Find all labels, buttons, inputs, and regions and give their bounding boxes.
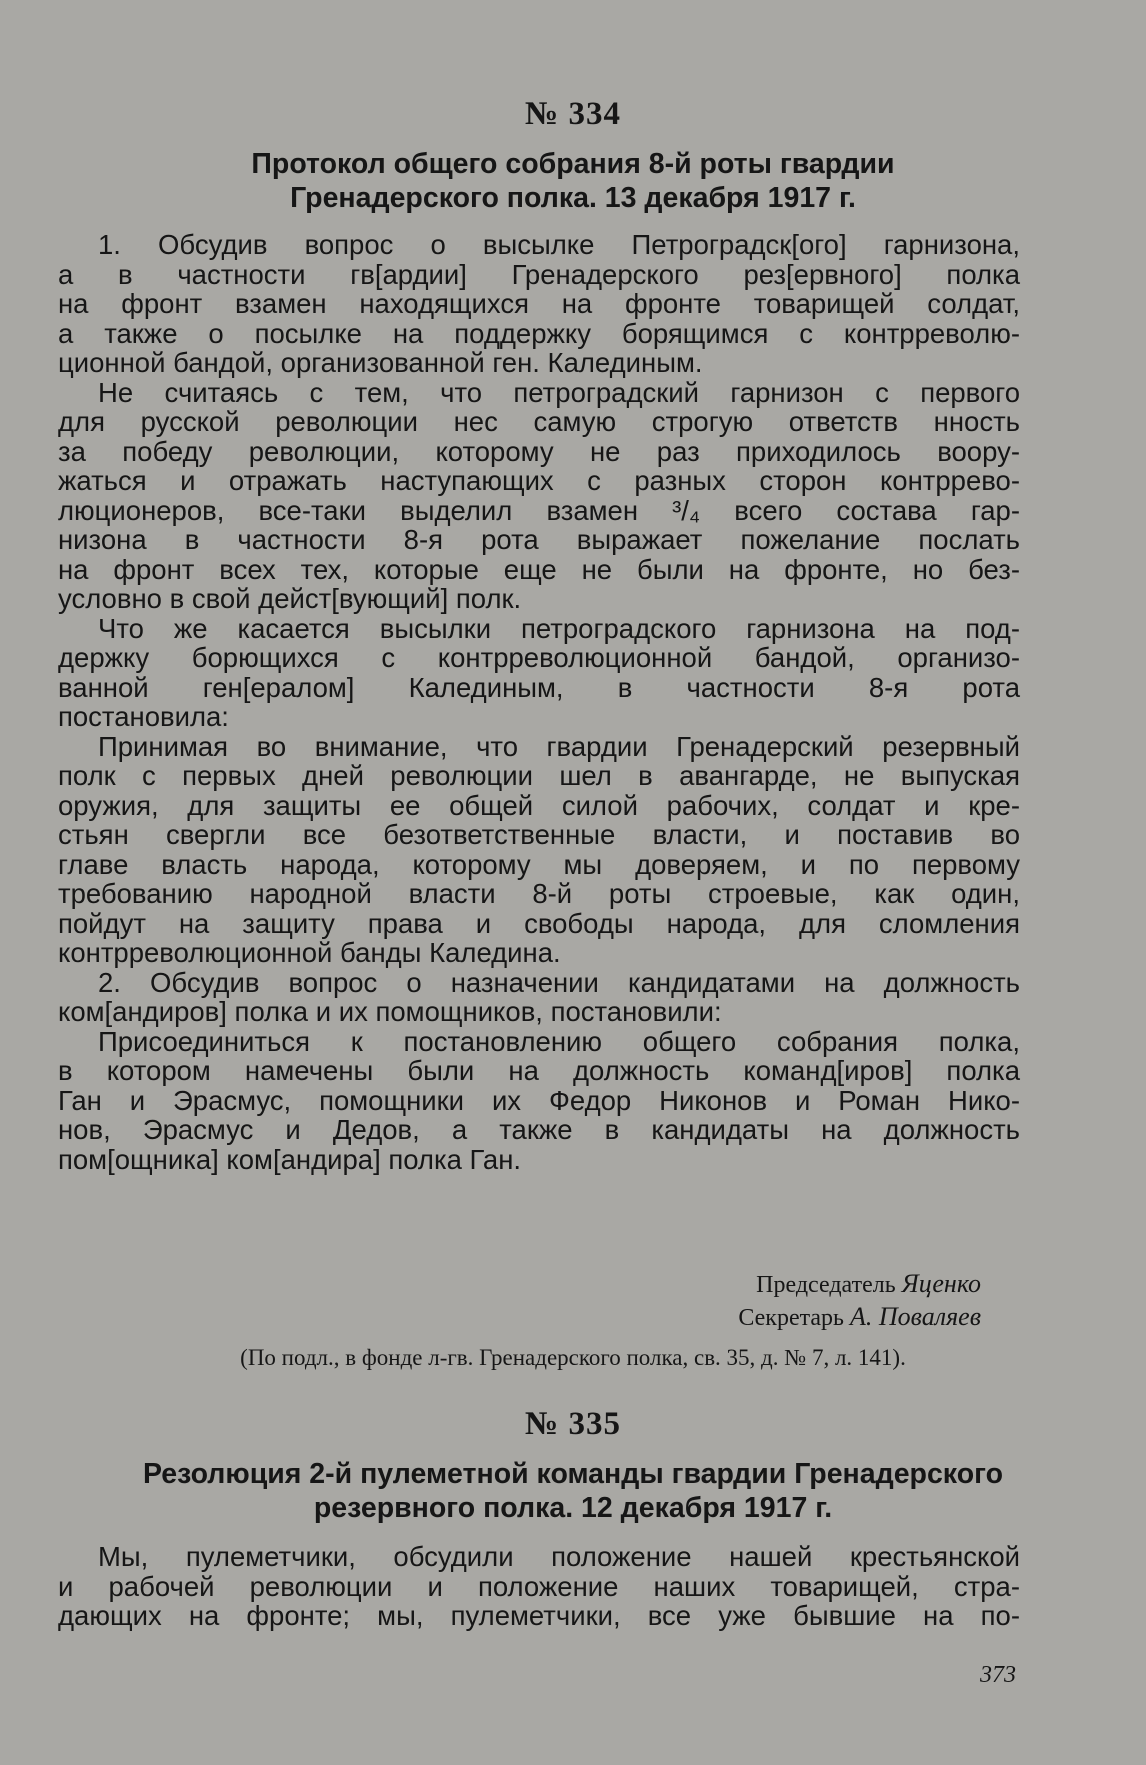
body-line: ванной ген[ералом] Калединым, в частности 8-я рота (58, 671, 1020, 703)
doc-335-title-line-1: Резолюция 2-й пулеметной команды гвардии Гренадерского (142, 1458, 1004, 1490)
body-line: Что же касается высылки петроградского гарнизона на под- (98, 612, 1020, 644)
page-number: 373 (980, 1662, 1016, 1688)
body-line: 2. Обсудив вопрос о назначении кандидатами на должность (98, 966, 1020, 998)
body-line: требованию народной власти 8-й роты строевые, как один, (58, 878, 1020, 909)
body-line: стьян свергли все безответственные власти, и поставив во (58, 819, 1020, 850)
signature-name: А. Поваляев (849, 1302, 981, 1331)
body-line: ционной бандой, организованной ген. Калединым. (58, 347, 703, 378)
doc-334-number: № 334 (525, 96, 621, 132)
doc-334-title-line-1: Протокол общего собрания 8-й роты гвардии (251, 148, 895, 180)
body-line: полк с первых дней революции шел в авангарде, не выпуская (58, 760, 1020, 791)
signature-name: Яценко (901, 1269, 981, 1298)
body-line: в котором намечены были на должность команд[иров] полка (58, 1055, 1020, 1086)
doc-334-body (58, 230, 1020, 1174)
body-line: 1. Обсудив вопрос о высылке Петроградск[ого] гарнизона, (98, 229, 1020, 260)
doc-334-title-line-2: Гренадерского полка. 13 декабря 1917 г. (290, 182, 856, 214)
body-line: Принимая во внимание, что гвардии Гренадерский резервный (98, 730, 1020, 762)
doc-335-title (50, 1457, 1096, 1525)
body-line: пойдут на защиту права и свободы народа, для сломления (58, 907, 1020, 939)
body-line: на фронт всех тех, которые еще не были на фронте, но без- (58, 553, 1020, 585)
signature-block (738, 1268, 981, 1334)
body-line: главе власть народа, которому мы доверяем, и по первому (58, 848, 1020, 880)
body-line: Не считаясь с тем, что петроградский гарнизон с первого (98, 376, 1020, 408)
signature-chairman (738, 1268, 981, 1301)
body-line: а в частности гв[ардии] Гренадерского рез[ервного] полка (58, 258, 1020, 290)
body-line: низона в частности 8-я рота выражает пожелание послать (58, 524, 1020, 555)
body-line: постановила: (58, 701, 229, 732)
body-line: условно в свой дейст[вующий] полк. (58, 583, 522, 614)
body-line: и рабочей революции и положение наших товарищей, стра- (58, 1570, 1020, 1602)
body-line: для русской революции нес самую строгую ответств нность (58, 406, 1020, 437)
body-line: люционеров, все-таки выделил взамен ³/₄ всего состава гар- (58, 494, 1020, 526)
body-line: Присоединиться к постановлению общего собрания полка, (98, 1025, 1020, 1057)
body-line: нов, Эрасмус и Дедов, а также в кандидаты на должность (58, 1114, 1020, 1145)
body-line: ком[андиров] полка и их помощников, постановили: (58, 996, 722, 1027)
body-line: Мы, пулеметчики, обсудили положение нашей крестьянской (98, 1541, 1020, 1572)
body-line: Ган и Эрасмус, помощники их Федор Никонов и Роман Нико- (58, 1084, 1020, 1116)
signature-secretary (738, 1301, 981, 1334)
body-line: оружия, для защиты ее общей силой рабочих, солдат и кре- (58, 789, 1020, 821)
body-line: на фронт взамен находящихся на фронте товарищей солдат, (58, 288, 1020, 319)
body-line: за победу революции, которому не раз приходилось воору- (58, 435, 1020, 467)
body-line: контрреволюционной банды Каледина. (58, 937, 561, 968)
doc-335-number: № 335 (525, 1406, 621, 1442)
archive-source-reference: (По подл., в фонде л-гв. Гренадерского полка, св. 35, д. № 7, л. 141). (240, 1345, 906, 1370)
doc-335-body (58, 1542, 1020, 1631)
body-line: держку борющихся с контрреволюционной бандой, организо- (58, 642, 1020, 673)
body-line: пом[ощника] ком[андира] полка Ган. (58, 1143, 522, 1175)
signature-role: Секретарь (738, 1305, 844, 1331)
signature-role: Председатель (756, 1272, 896, 1298)
body-line: дающих на фронте; мы, пулеметчики, все уже бывшие на по- (58, 1600, 1020, 1631)
body-line: жаться и отражать наступающих с разных сторон контррево- (58, 465, 1020, 496)
doc-335-title-line-2: резервного полка. 12 декабря 1917 г. (313, 1492, 833, 1524)
doc-334-title (50, 147, 1096, 215)
body-line: а также о посылке на поддержку борящимся с контрреволю- (58, 317, 1020, 349)
